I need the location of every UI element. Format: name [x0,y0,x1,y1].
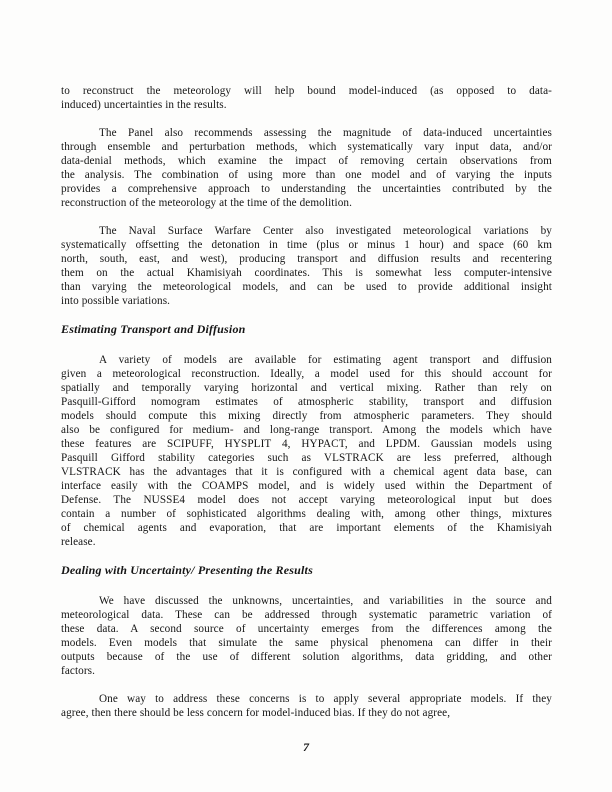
text-line: them on the actual Khamisiyah coordinates. This is somewhat less computer-intensive [61,267,552,279]
text-line: north, south, east, and west), producing transport and diffusion results and recentering [61,253,552,265]
page-number: 7 [303,740,309,754]
text-column [61,84,552,734]
text-line: We have discussed the unknowns, uncertainties, and variabilities in the source and [99,595,552,607]
section-heading: Estimating Transport and Diffusion [61,322,246,336]
text-line: VLSTRACK has the advantages that it is configured with a chemical agent data base, can [61,466,552,478]
text-line: reconstruction of the meteorology at the time of the demolition. [61,197,352,209]
text-line: given a meteorological reconstruction. Ideally, a model used for this should account for [61,368,552,380]
text-line: One way to address these concerns is to apply several appropriate models. If they [99,693,552,705]
text-line: of chemical agents and evaporation, that are important elements of the Khamisiyah [61,522,552,534]
text-line: through ensemble and perturbation methods, which systematically vary input data, and/or [61,141,552,153]
text-line: Pasquill Gifford stability categories such as VLSTRACK are less preferred, although [61,452,552,464]
text-line: A variety of models are available for estimating agent transport and diffusion [99,354,552,366]
text-line: these features are SCIPUFF, HYSPLIT 4, HYPACT, and LPDM. Gaussian models using [61,438,552,450]
text-line: factors. [61,665,96,677]
paragraph [61,692,552,720]
section-heading: Dealing with Uncertainty/ Presenting the Results [61,563,313,577]
text-line: spatially and temporally varying horizontal and vertical mixing. Rather than rely on [61,382,552,394]
text-line: agree, then there should be less concern for model-induced bias. If they do not agree, [61,707,451,719]
paragraph [61,594,552,678]
text-line: also be configured for medium- and long-range transport. Among the models which have [61,424,552,436]
text-line: to reconstruct the meteorology will help bound model-induced (as opposed to data- [61,85,552,97]
text-line: Defense. The NUSSE4 model does not accept varying meteorological input but does [61,494,552,506]
text-line: into possible variations. [61,295,171,307]
text-line: models should compute this mixing directly from atmospheric parameters. They should [61,410,552,422]
text-line: systematically offsetting the detonation in time (plus or minus 1 hour) and space (60 km [61,239,552,251]
text-line: the analysis. The combination of using more than one model and of varying the inputs [61,169,552,181]
text-line: provides a comprehensive approach to understanding the uncertainties contributed by the [61,183,552,195]
text-line: models. Even models that simulate the same physical phenomena can differ in their [61,637,552,649]
text-line: data-denial methods, which examine the impact of removing certain observations from [61,155,552,167]
text-line: interface easily with the COAMPS model, and is widely used within the Department of [61,480,552,492]
text-line: release. [61,536,96,548]
text-line: meteorological data. These can be addressed through systematic parametric variation of [61,609,552,621]
text-line: Pasquill-Gifford nomogram estimates of atmospheric stability, transport and diffusion [61,396,552,408]
text-line: induced) uncertainties in the results. [61,99,227,111]
text-line: outputs because of the use of different solution algorithms, data gridding, and other [61,651,552,663]
text-line: these data. A second source of uncertainty emerges from the differences among the [61,623,552,635]
paragraph [61,353,552,549]
text-line: The Panel also recommends assessing the magnitude of data-induced uncertainties [99,127,552,139]
paragraph [61,224,552,308]
text-line: than varying the meteorological models, and can be used to provide additional insight [61,281,552,293]
text-line: The Naval Surface Warfare Center also investigated meteorological variations by [99,225,552,237]
paragraph [61,126,552,210]
text-line: contain a number of sophisticated algorithms dealing with, among other things, mixtures [61,508,552,520]
paragraph [61,84,552,112]
